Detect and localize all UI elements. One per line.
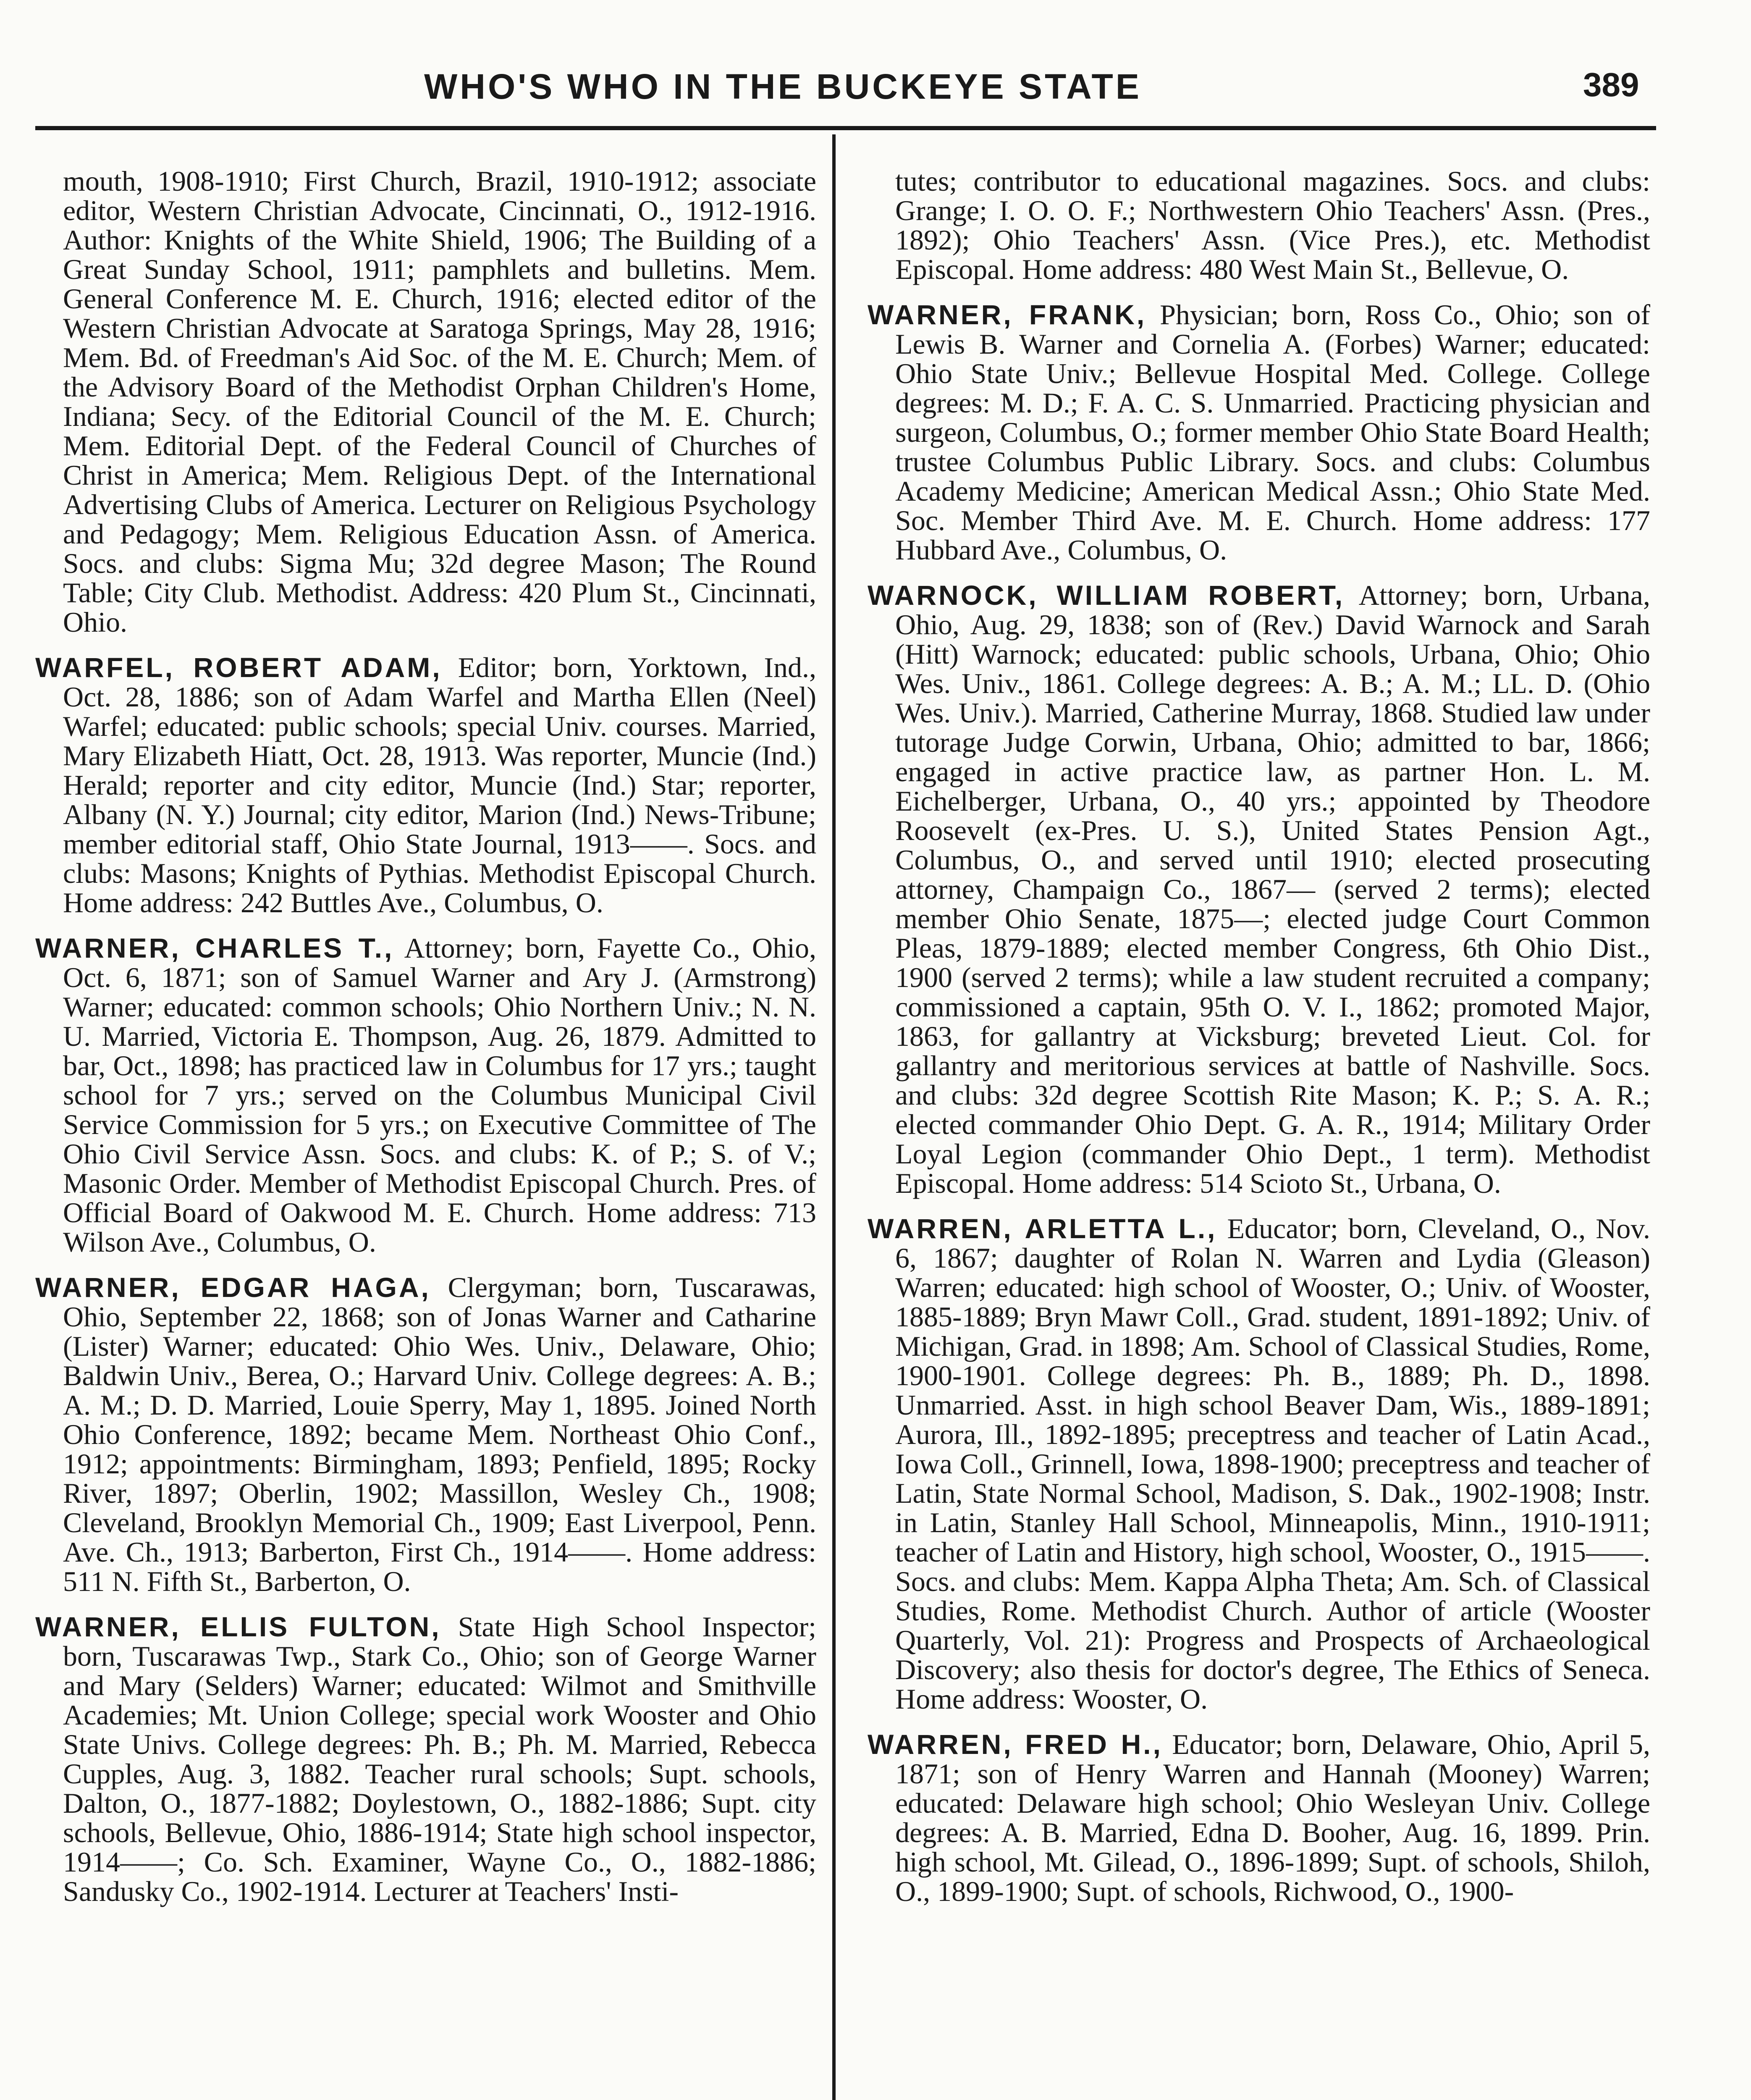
entry-name: WARREN, ARLETTA L., (868, 1213, 1217, 1244)
entry-text: Clergyman; born, Tuscarawas, Ohio, September 22, 1868; son of Jonas Warner and Catharine (Lister) Warner; educated: Ohio Wes. Univ., Delaware, Ohio; Baldwin Univ., Berea, O.; Harvard Univ. College degrees: A. B.; A. M.; D. D. Married, Louie Sperry, May 1, 1895. Joined North Ohio Conference, 1892; became Mem. Northeast Ohio Conf., 1912; appointments: Birmingham, 1893; Penfield, 1895; Rocky River, 1897; Oberlin, 1902; Massillon, Wesley Ch., 1908; Cleveland, Brooklyn Memorial Ch., 1909; East Liverpool, Penn. Ave. Ch., 1913; Barberton, First Ch., 1914——. Home address: 511 N. Fifth St., Barberton, O. (63, 1271, 817, 1597)
entry-name: WARREN, FRED H., (868, 1729, 1163, 1760)
entry-text: Educator; born, Delaware, Ohio, April 5, 1871; son of Henry Warren and Hannah (Mooney) Warren; educated: Delaware high school; Ohio Wesleyan Univ. College degrees: A. B. Married, Edna D. Booher, Aug. 16, 1899. Prin. high school, Mt. Gilead, O., 1896-1899; Supt. of schools, Shiloh, O., 1899-1900; Supt. of schools, Richwood, O., 1900- (895, 1728, 1650, 1907)
entry-text: Physician; born, Ross Co., Ohio; son of Lewis B. Warner and Cornelia A. (Forbes) Warner; educated: Ohio State Univ.; Bellevue Hospital Med. College. College degrees: M. D.; F. A. C. S. Unmarried. Practicing physician and surgeon, Columbus, O.; former member Ohio State Board Health; trustee Columbus Public Library. Socs. and clubs: Columbus Academy Medicine; American Medical Assn.; Ohio State Med. Soc. Member Third Ave. M. E. Church. Home address: 177 Hubbard Ave., Columbus, O. (895, 299, 1650, 566)
right-column (868, 166, 1650, 1922)
continued-entry-text: tutes; contributor to educational magazines. Socs. and clubs: Grange; I. O. O. F.; Northwestern Ohio Teachers' Assn. (Pres., 1892); Ohio Teachers' Assn. (Vice Pres.), etc. Methodist Episcopal. Home address: 480 West Main St., Bellevue, O. (895, 165, 1650, 285)
biography-entry (35, 653, 816, 917)
biography-entry (868, 1214, 1650, 1714)
biography-entry (868, 1730, 1650, 1906)
running-title: WHO'S WHO IN THE BUCKEYE STATE (424, 67, 1142, 106)
entry-text: Educator; born, Cleveland, O., Nov. 6, 1867; daughter of Rolan N. Warren and Lydia (Gleason) Warren; educated: high school of Wooster, O.; Univ. of Wooster, 1885-1889; Bryn Mawr Coll., Grad. student, 1891-1892; Univ. of Michigan, Grad. in 1898; Am. School of Classical Studies, Rome, 1900-1901. College degrees: Ph. B., 1889; Ph. D., 1898. Unmarried. Asst. in high school Beaver Dam, Wis., 1889-1891; Aurora, Ill., 1892-1895; preceptress and teacher of Latin Acad., Iowa Coll., Grinnell, Iowa, 1898-1900; preceptress and teacher of Latin, State Normal School, Madison, S. Dak., 1902-1908; Instr. in Latin, Stanley Hall School, Minneapolis, Minn., 1910-1911; teacher of Latin and History, high school, Wooster, O., 1915——. Socs. and clubs: Mem. Kappa Alpha Theta; Am. Sch. of Classical Studies, Rome. Methodist Church. Author of article (Wooster Quarterly, Vol. 21): Progress and Prospects of Archaeological Discovery; also thesis for doctor's degree, The Ethics of Seneca. Home address: Wooster, O. (895, 1213, 1650, 1715)
entry-name: WARNER, ELLIS FULTON, (35, 1611, 441, 1642)
entry-text: Attorney; born, Urbana, Ohio, Aug. 29, 1838; son of (Rev.) David Warnock and Sarah (Hitt) Warnock; educated: public schools, Urbana, Ohio; Ohio Wes. Univ., 1861. College degrees: A. B.; A. M.; LL. D. (Ohio Wes. Univ.). Married, Catherine Murray, 1868. Studied law under tutorage Judge Corwin, Urbana, Ohio; admitted to bar, 1866; engaged in active practice law, as partner Hon. L. M. Eichelberger, Urbana, O., 40 yrs.; appointed by Theodore Roosevelt (ex-Pres. U. S.), United States Pension Agt., Columbus, O., and served until 1910; elected prosecuting attorney, Champaign Co., 1867— (served 2 terms); elected member Ohio Senate, 1875—; elected judge Court Common Pleas, 1879-1889; elected member Congress, 6th Ohio Dist., 1900 (served 2 terms); while a law student recruited a company; commissioned a captain, 95th O. V. I., 1862; promoted Major, 1863, for gallantry at Vicksburg; breveted Lieut. Col. for gallantry and meritorious services at battle of Nashville. Socs. and clubs: 32d degree Scottish Rite Mason; K. P.; S. A. R.; elected commander Ohio Dept. G. A. R., 1914; Military Order Loyal Legion (commander Ohio Dept., 1 term). Methodist Episcopal. Home address: 514 Scioto St., Urbana, O. (895, 579, 1650, 1199)
biography-entry (868, 580, 1650, 1198)
entry-text: Editor; born, Yorktown, Ind., Oct. 28, 1886; son of Adam Warfel and Martha Ellen (Neel) Warfel; educated: public schools; special Univ. courses. Married, Mary Elizabeth Hiatt, Oct. 28, 1913. Was reporter, Muncie (Ind.) Herald; reporter and city editor, Muncie (Ind.) Star; reporter, Albany (N. Y.) Journal; city editor, Marion (Ind.) News-Tribune; member editorial staff, Ohio State Journal, 1913——. Socs. and clubs: Masons; Knights of Pythias. Methodist Episcopal Church. Home address: 242 Buttles Ave., Columbus, O. (63, 651, 816, 919)
biography-entry (35, 1612, 816, 1906)
continued-entry-text: mouth, 1908-1910; First Church, Brazil, 1910-1912; associate editor, Western Christian Advocate, Cincinnati, O., 1912-1916. Author: Knights of the White Shield, 1906; The Building of a Great Sunday School, 1911; pamphlets and bulletins. Mem. General Conference M. E. Church, 1916; elected editor of the Western Christian Advocate at Saratoga Springs, May 28, 1916; Mem. Bd. of Freedman's Aid Soc. of the M. E. Church; Mem. of the Advisory Board of the Methodist Orphan Children's Home, Indiana; Secy. of the Editorial Council of the M. E. Church; Mem. Editorial Dept. of the Federal Council of Churches of Christ in America; Mem. Religious Dept. of the International Advertising Clubs of America. Lecturer on Religious Psychology and Pedagogy; Mem. Religious Education Assn. of America. Socs. and clubs: Sigma Mu; 32d degree Mason; The Round Table; City Club. Methodist. Address: 420 Plum St., Cincinnati, Ohio. (63, 165, 816, 638)
left-column (35, 166, 816, 1922)
biography-entry (35, 1273, 816, 1596)
entry-name: WARNER, FRANK, (868, 299, 1147, 330)
entry-name: WARFEL, ROBERT ADAM, (35, 652, 442, 683)
page-number: 389 (1583, 66, 1639, 103)
entry-text: State High School Inspector; born, Tuscarawas Twp., Stark Co., Ohio; son of George Warner and Mary (Selders) Warner; educated: Wilmot and Smithville Academies; Mt. Union College; special work Wooster and Ohio State Univs. College degrees: Ph. B.; Ph. M. Married, Rebecca Cupples, Aug. 3, 1882. Teacher rural schools; Supt. schools, Dalton, O., 1877-1882; Doylestown, O., 1882-1886; Supt. city schools, Bellevue, Ohio, 1886-1914; State high school inspector, 1914——; Co. Sch. Examiner, Wayne Co., O., 1882-1886; Sandusky Co., 1902-1914. Lecturer at Teachers' Insti- (63, 1611, 816, 1907)
entry-text: Attorney; born, Fayette Co., Ohio, Oct. 6, 1871; son of Samuel Warner and Ary J. (Armstrong) Warner; educated: common schools; Ohio Northern Univ.; N. N. U. Married, Victoria E. Thompson, Aug. 26, 1879. Admitted to bar, Oct., 1898; has practiced law in Columbus for 17 yrs.; taught school for 7 yrs.; served on the Columbus Municipal Civil Service Commission for 5 yrs.; on Executive Committee of The Ohio Civil Service Assn. Socs. and clubs: K. of P.; S. of V.; Masonic Order. Member of Methodist Episcopal Church. Pres. of Official Board of Oakwood M. E. Church. Home address: 713 Wilson Ave., Columbus, O. (63, 932, 816, 1258)
biography-entry (35, 933, 816, 1257)
entry-name: WARNER, CHARLES T., (35, 932, 394, 963)
biography-entry (868, 300, 1650, 564)
header-rule (35, 126, 1656, 130)
column-divider (832, 134, 836, 2100)
page-header (0, 58, 1751, 108)
entry-name: WARNER, EDGAR HAGA, (35, 1272, 431, 1303)
entry-name: WARNOCK, WILLIAM ROBERT, (868, 580, 1345, 611)
